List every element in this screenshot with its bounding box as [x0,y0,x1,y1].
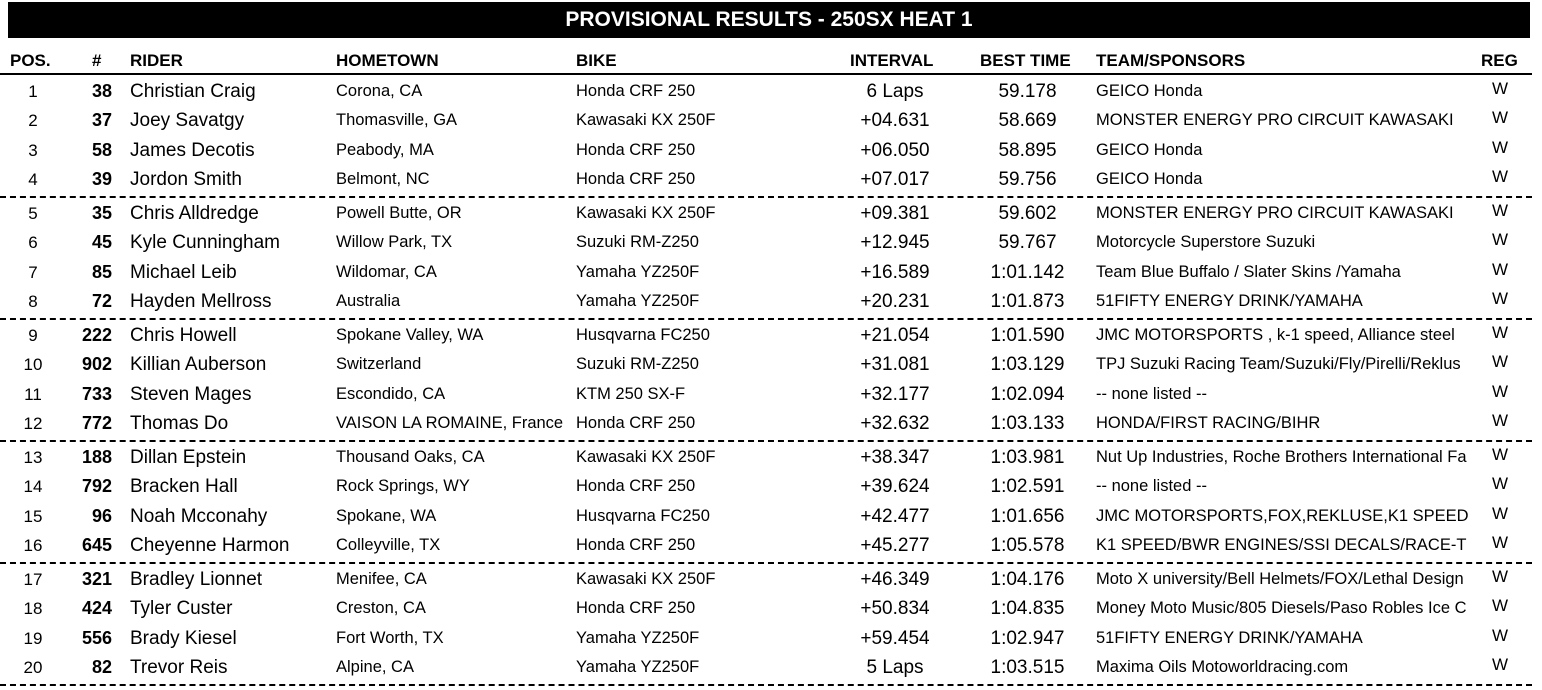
best-time-cell: 1:05.578 [990,534,1065,556]
bike-cell: Yamaha YZ250F [576,262,700,281]
interval-cell: +31.081 [860,354,930,376]
table-row [0,136,1542,165]
hometown-cell: Thousand Oaks, CA [336,448,485,466]
table-row [0,409,1542,438]
interval-cell: +07.017 [860,168,930,190]
best-time-cell: 58.895 [998,139,1057,161]
table-row [0,287,1542,316]
rider-name-cell: Kyle Cunningham [130,232,280,254]
position-cell: 13 [23,448,43,467]
bike-cell: Kawasaki KX 250F [576,111,716,130]
bike-number-cell: 96 [91,505,112,526]
interval-cell: +46.349 [860,569,930,590]
interval-cell: +39.624 [860,476,930,498]
best-time-cell: 1:03.129 [990,354,1065,376]
bike-number-cell: 82 [91,656,112,677]
hometown-cell: Willow Park, TX [336,233,453,252]
bike-number-cell: 188 [81,447,112,467]
header-hometown: HOMETOWN [336,51,439,70]
team-sponsors-cell: -- none listed -- [1096,477,1207,496]
interval-cell: +38.347 [860,447,930,468]
registration-cell: W [1492,532,1509,552]
position-cell: 4 [28,169,38,189]
table-row [0,443,1542,472]
rider-name-cell: Chris Howell [130,325,237,346]
rider-name-cell: Trevor Reis [130,656,228,678]
bike-number-cell: 321 [81,569,112,589]
bike-cell: Yamaha YZ250F [576,291,700,310]
interval-cell: +45.277 [860,534,930,556]
table-row [0,653,1542,682]
table-row [0,165,1542,194]
interval-cell: +21.054 [860,325,930,346]
interval-cell: +59.454 [860,627,930,649]
team-sponsors-cell: GEICO Honda [1096,82,1203,100]
team-sponsors-cell: Money Moto Music/805 Diesels/Paso Robles Ice C [1096,599,1467,618]
team-sponsors-cell: TPJ Suzuki Racing Team/Suzuki/Fly/Pirelli/Reklus [1096,355,1461,374]
best-time-cell: 1:04.835 [990,598,1065,620]
best-time-cell: 1:04.176 [990,569,1065,590]
bike-cell: Honda CRF 250 [576,413,696,432]
position-cell: 19 [23,628,43,648]
table-row [0,502,1542,531]
bike-number-cell: 222 [81,325,112,345]
interval-cell: +32.177 [860,383,930,405]
bike-cell: Honda CRF 250 [576,140,696,159]
bike-cell: Suzuki RM-Z250 [576,233,699,252]
best-time-cell: 59.756 [998,168,1057,190]
team-sponsors-cell: Moto X university/Bell Helmets/FOX/Lethal Design [1096,570,1464,588]
team-sponsors-cell: MONSTER ENERGY PRO CIRCUIT KAWASAKI [1096,111,1454,130]
header-divider [0,73,1532,75]
table-row [0,77,1542,106]
registration-cell: W [1492,474,1509,494]
bike-number-cell: 58 [91,139,112,160]
bike-number-cell: 733 [81,383,112,404]
registration-cell: W [1492,503,1509,523]
bike-number-cell: 45 [91,232,112,253]
rider-name-cell: Tyler Custer [130,598,233,620]
table-row [0,106,1542,135]
bike-number-cell: 902 [81,354,112,375]
position-cell: 15 [23,506,43,526]
registration-cell: W [1492,137,1509,157]
bike-cell: Husqvarna FC250 [576,326,710,344]
rider-name-cell: Chris Alldredge [130,203,259,224]
rider-name-cell: Brady Kiesel [130,627,237,649]
registration-cell: W [1492,323,1509,342]
hometown-cell: Peabody, MA [336,140,434,159]
table-row [0,565,1542,594]
table-row [0,228,1542,257]
team-sponsors-cell: 51FIFTY ENERGY DRINK/YAMAHA [1096,628,1363,647]
position-cell: 12 [23,413,43,433]
rider-name-cell: Thomas Do [130,412,229,434]
hometown-cell: Spokane, WA [336,506,437,525]
interval-cell: 5 Laps [866,656,924,678]
bike-cell: Honda CRF 250 [576,477,696,496]
hometown-cell: Australia [336,291,401,310]
table-row [0,624,1542,653]
hometown-cell: Alpine, CA [336,657,414,676]
group-divider [0,440,1532,442]
interval-cell: +50.834 [860,598,930,620]
best-time-cell: 1:01.142 [990,261,1065,283]
bike-number-cell: 772 [81,412,112,433]
rider-name-cell: Joey Savatgy [130,110,245,132]
interval-cell: +32.632 [860,412,930,434]
bike-cell: Yamaha YZ250F [576,657,700,676]
rider-name-cell: Hayden Mellross [130,290,272,312]
table-row [0,258,1542,287]
hometown-cell: Escondido, CA [336,384,446,403]
best-time-cell: 1:02.094 [990,383,1065,405]
hometown-cell: Belmont, NC [336,169,430,188]
registration-cell: W [1492,201,1509,220]
registration-cell: W [1492,596,1509,616]
interval-cell: +20.231 [860,290,930,312]
registration-cell: W [1492,259,1509,279]
rider-name-cell: James Decotis [130,139,255,161]
team-sponsors-cell: -- none listed -- [1096,384,1207,403]
bike-cell: Honda CRF 250 [576,599,696,618]
rider-name-cell: Michael Leib [130,261,237,283]
group-divider [0,196,1532,198]
registration-cell: W [1492,108,1509,128]
table-row [0,199,1542,228]
header-reg: REG [1481,51,1518,70]
registration-cell: W [1492,166,1509,186]
bike-number-cell: 35 [91,203,112,223]
bike-number-cell: 645 [81,534,112,555]
interval-cell: +16.589 [860,261,930,283]
table-row [0,380,1542,409]
header-num: # [92,51,102,70]
header-pos: POS. [10,51,51,70]
hometown-cell: Creston, CA [336,599,426,618]
table-row [0,350,1542,379]
team-sponsors-cell: K1 SPEED/BWR ENGINES/SSI DECALS/RACE-T [1096,535,1467,554]
position-cell: 14 [23,477,43,497]
team-sponsors-cell: MONSTER ENERGY PRO CIRCUIT KAWASAKI [1096,204,1454,222]
best-time-cell: 58.669 [998,110,1057,132]
bike-cell: Honda CRF 250 [576,535,696,554]
team-sponsors-cell: HONDA/FIRST RACING/BIHR [1096,413,1321,432]
bike-number-cell: 792 [81,476,112,497]
bike-cell: KTM 250 SX-F [576,384,686,403]
hometown-cell: Thomasville, GA [336,111,458,130]
header-rider: RIDER [130,51,183,70]
best-time-cell: 59.602 [998,203,1057,224]
interval-cell: +06.050 [860,139,930,161]
position-cell: 9 [28,326,38,345]
header-team: TEAM/SPONSORS [1096,51,1246,70]
team-sponsors-cell: GEICO Honda [1096,169,1203,188]
best-time-cell: 1:01.656 [990,505,1065,527]
bike-cell: Kawasaki KX 250F [576,204,716,222]
bike-cell: Honda CRF 250 [576,169,696,188]
bike-cell: Kawasaki KX 250F [576,448,716,466]
registration-cell: W [1492,567,1509,586]
team-sponsors-cell: Team Blue Buffalo / Slater Skins /Yamaha [1096,262,1401,281]
group-divider [0,684,1532,686]
best-time-cell: 1:03.981 [990,447,1065,468]
interval-cell: 6 Laps [866,81,924,102]
rider-name-cell: Bradley Lionnet [130,569,263,590]
group-divider [0,318,1532,320]
hometown-cell: Wildomar, CA [336,262,437,281]
position-cell: 17 [23,570,43,589]
hometown-cell: VAISON LA ROMAINE, France [336,413,564,432]
hometown-cell: Switzerland [336,355,422,374]
position-cell: 18 [23,599,43,619]
bike-cell: Honda CRF 250 [576,82,696,100]
position-cell: 8 [28,291,38,311]
interval-cell: +42.477 [860,505,930,527]
hometown-cell: Spokane Valley, WA [336,326,484,344]
bike-cell: Husqvarna FC250 [576,506,710,525]
best-time-cell: 1:01.590 [990,325,1065,346]
bike-number-cell: 38 [91,81,112,101]
table-row [0,321,1542,350]
position-cell: 6 [28,233,38,253]
bike-number-cell: 85 [91,261,112,282]
table-row [0,594,1542,623]
position-cell: 20 [23,657,43,677]
team-sponsors-cell: 51FIFTY ENERGY DRINK/YAMAHA [1096,291,1363,310]
best-time-cell: 59.767 [998,232,1057,254]
bike-number-cell: 37 [91,110,112,131]
hometown-cell: Powell Butte, OR [336,204,462,222]
registration-cell: W [1492,654,1509,674]
team-sponsors-cell: JMC MOTORSPORTS , k-1 speed, Alliance steel [1096,326,1455,344]
team-sponsors-cell: Motorcycle Superstore Suzuki [1096,233,1316,252]
group-divider [0,562,1532,564]
rider-name-cell: Killian Auberson [130,354,267,376]
registration-cell: W [1492,230,1509,250]
registration-cell: W [1492,410,1509,430]
position-cell: 11 [24,384,42,404]
best-time-cell: 1:03.133 [990,412,1065,434]
rider-name-cell: Bracken Hall [130,476,238,498]
position-cell: 3 [28,140,38,160]
interval-cell: +12.945 [860,232,930,254]
best-time-cell: 1:03.515 [990,656,1065,678]
position-cell: 7 [28,262,38,282]
bike-cell: Suzuki RM-Z250 [576,355,699,374]
position-cell: 2 [28,111,38,131]
rider-name-cell: Dillan Epstein [130,447,247,468]
registration-cell: W [1492,288,1509,308]
position-cell: 10 [23,355,43,375]
bike-number-cell: 424 [81,598,112,619]
header-interval: INTERVAL [850,51,934,70]
table-row [0,531,1542,560]
best-time-cell: 1:02.591 [990,476,1065,498]
position-cell: 1 [28,82,38,101]
hometown-cell: Colleyville, TX [336,535,441,554]
registration-cell: W [1492,381,1509,401]
table-row [0,472,1542,501]
rider-name-cell: Cheyenne Harmon [130,534,290,556]
best-time-cell: 59.178 [998,81,1057,102]
bike-cell: Yamaha YZ250F [576,628,700,647]
rider-name-cell: Jordon Smith [130,168,242,190]
team-sponsors-cell: GEICO Honda [1096,140,1203,159]
bike-cell: Kawasaki KX 250F [576,570,716,588]
team-sponsors-cell: JMC MOTORSPORTS,FOX,REKLUSE,K1 SPEED [1096,506,1469,525]
registration-cell: W [1492,352,1509,372]
position-cell: 16 [23,535,43,555]
registration-cell: W [1492,445,1509,464]
team-sponsors-cell: Nut Up Industries, Roche Brothers International Fa [1096,448,1467,466]
team-sponsors-cell: Maxima Oils Motoworldracing.com [1096,657,1349,676]
interval-cell: +04.631 [860,110,930,132]
best-time-cell: 1:02.947 [990,627,1065,649]
header-bike: BIKE [576,51,617,70]
best-time-cell: 1:01.873 [990,290,1065,312]
rider-name-cell: Christian Craig [130,81,256,102]
rider-name-cell: Steven Mages [130,383,252,405]
results-title: PROVISIONAL RESULTS - 250SX HEAT 1 [8,2,1530,38]
bike-number-cell: 556 [81,627,112,648]
rider-name-cell: Noah Mcconahy [130,505,268,527]
bike-number-cell: 39 [91,168,112,189]
registration-cell: W [1492,625,1509,645]
position-cell: 5 [28,204,38,223]
hometown-cell: Menifee, CA [336,570,427,588]
header-best-time: BEST TIME [980,51,1071,70]
hometown-cell: Corona, CA [336,82,423,100]
interval-cell: +09.381 [860,203,930,224]
hometown-cell: Rock Springs, WY [336,477,470,496]
bike-number-cell: 72 [91,290,112,311]
registration-cell: W [1492,79,1509,98]
hometown-cell: Fort Worth, TX [336,628,444,647]
